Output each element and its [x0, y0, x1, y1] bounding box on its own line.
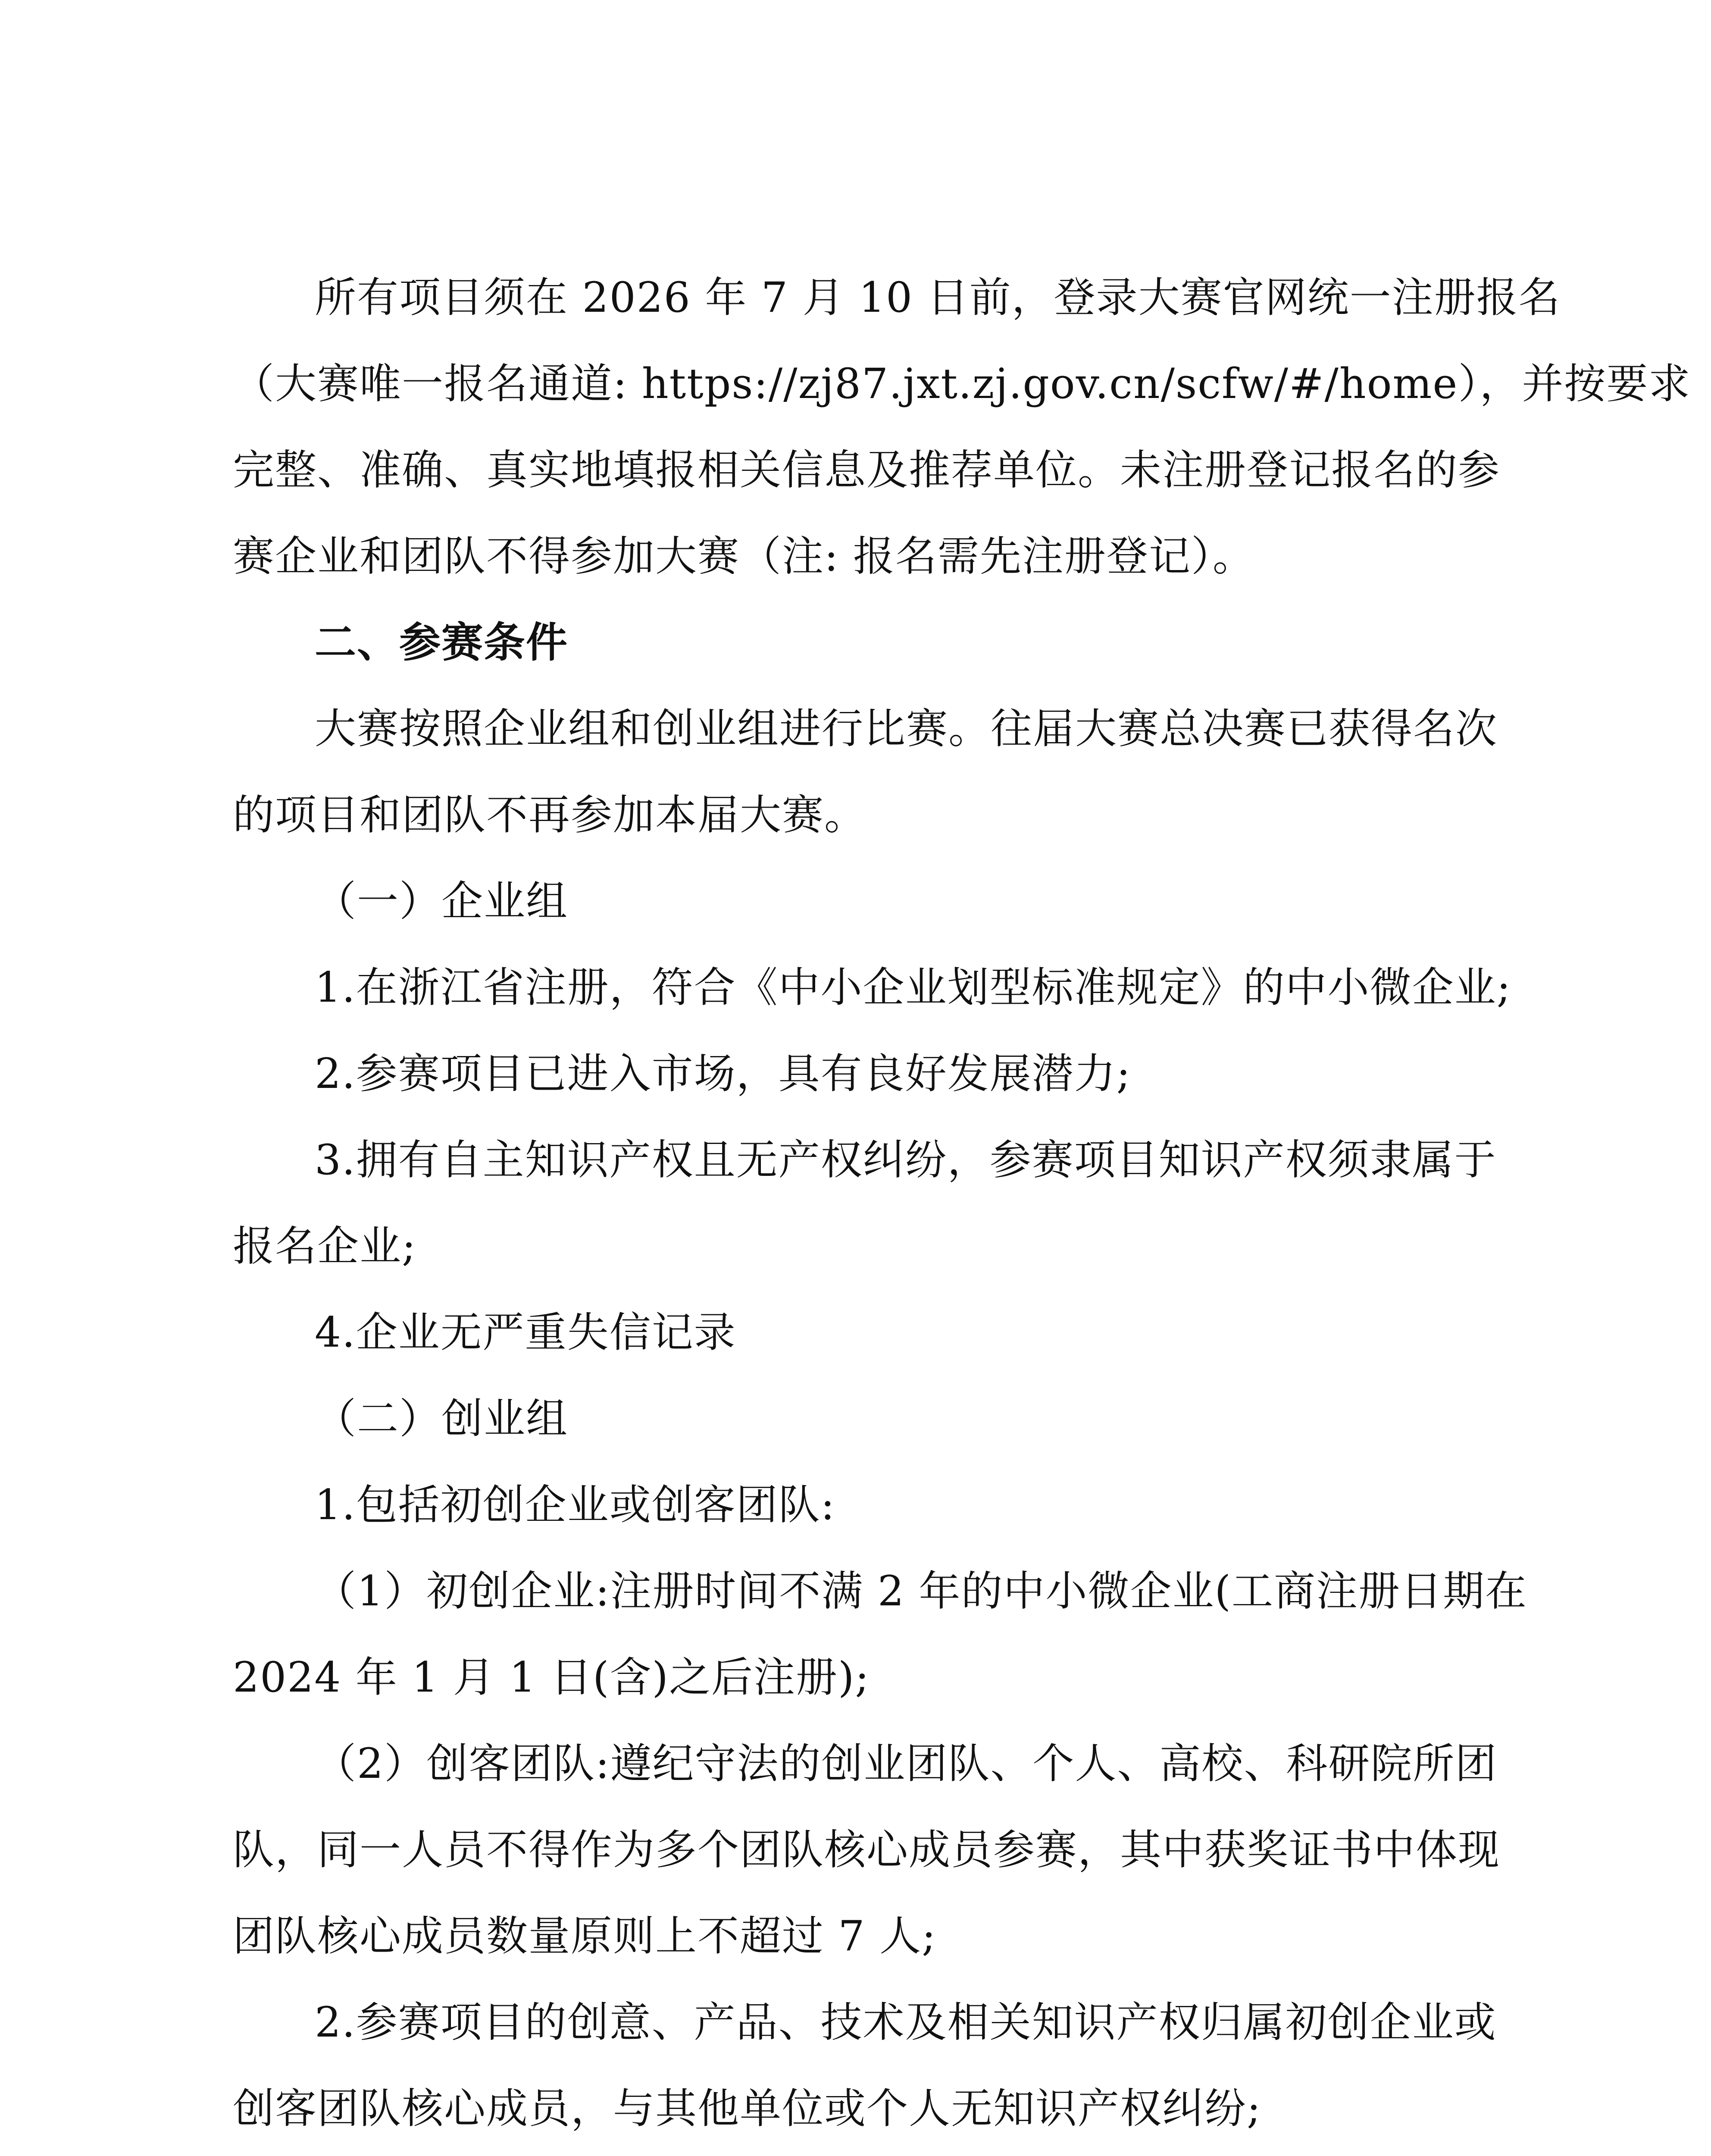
section-heading-conditions: 二、参赛条件 [315, 618, 568, 667]
paragraph-registration-line-4: 赛企业和团队不得参加大赛（注: 报名需先注册登记）。 [233, 532, 1255, 580]
startup-item-1-sub-2-line-1: （2）创客团队:遵纪守法的创业团队、个人、高校、科研院所团 [315, 1739, 1498, 1788]
enterprise-item-1: 1.在浙江省注册，符合《中小企业划型标准规定》的中小微企业; [315, 963, 1511, 1012]
startup-item-1-sub-2-line-2: 队，同一人员不得作为多个团队核心成员参赛，其中获奖证书中体现 [233, 1826, 1500, 1874]
subheading-enterprise-group: （一）企业组 [315, 877, 568, 925]
subheading-startup-group: （二）创业组 [315, 1395, 568, 1443]
enterprise-item-3-line-1: 3.拥有自主知识产权且无产权纠纷，参赛项目知识产权须隶属于 [315, 1136, 1497, 1184]
startup-item-2-line-1: 2.参赛项目的创意、产品、技术及相关知识产权归属初创企业或 [315, 1998, 1497, 2046]
enterprise-item-3-line-2: 报名企业; [233, 1222, 417, 1270]
startup-item-1: 1.包括初创企业或创客团队: [315, 1481, 835, 1529]
startup-item-1-sub-1-line-1: （1）初创企业:注册时间不满 2 年的中小微企业(工商注册日期在 [315, 1567, 1527, 1615]
enterprise-item-2: 2.参赛项目已进入市场，具有良好发展潜力; [315, 1050, 1131, 1098]
paragraph-groups-line-1: 大赛按照企业组和创业组进行比赛。往届大赛总决赛已获得名次 [315, 705, 1498, 753]
startup-item-2-line-2: 创客团队核心成员，与其他单位或个人无知识产权纠纷; [233, 2084, 1262, 2133]
startup-item-1-sub-2-line-3: 团队核心成员数量原则上不超过 7 人; [233, 1912, 937, 1960]
paragraph-registration-line-3: 完整、准确、真实地填报相关信息及推荐单位。未注册登记报名的参 [233, 446, 1500, 494]
paragraph-registration-line-1: 所有项目须在 2026 年 7 月 10 日前，登录大赛官网统一注册报名 [315, 273, 1561, 322]
startup-item-1-sub-1-line-2: 2024 年 1 月 1 日(含)之后注册); [233, 1653, 870, 1702]
paragraph-groups-line-2: 的项目和团队不再参加本届大赛。 [233, 791, 866, 839]
enterprise-item-4: 4.企业无严重失信记录 [315, 1308, 736, 1357]
paragraph-registration-line-2: （大赛唯一报名通道: https://zj87.jxt.zj.gov.cn/scfw/#/home），并按要求 [233, 360, 1691, 408]
